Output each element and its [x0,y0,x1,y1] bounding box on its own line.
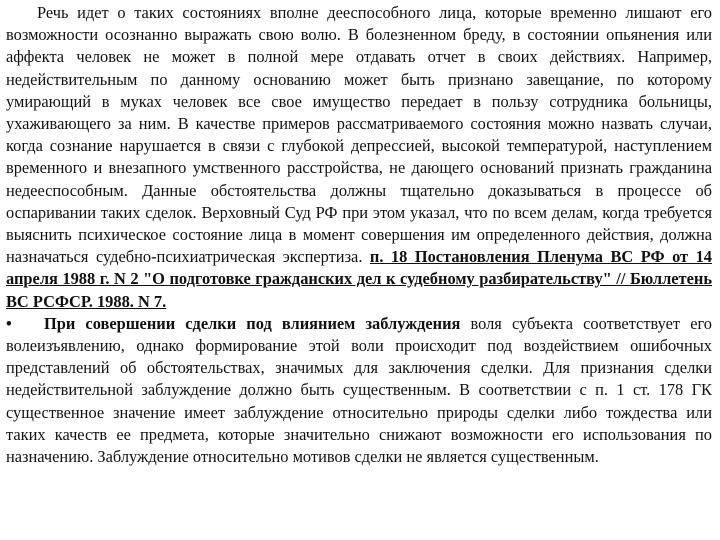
mistake-lead: При совершении сделки под влиянием заблуждения [44,313,461,333]
bullet-marker: • [6,313,12,333]
court-reference: п. 18 Постановления Пленума ВС РФ от 14 апреля 1988 г. N 2 "О подготовке гражданских дел к судебному разбирательству" // Бюллетень ВС РСФСР. 1988. N 7. [6,247,712,311]
document-body [6,2,712,468]
paragraph-mistake-text: воля субъекта соответствует его волеизъявлению, однако формирование этой воли происходит под воздействием ошибочных представлений об обстоятельствах, значимых для заключения сделки. Для признания сделки недействительной заблуждение должно быть существенным. В соответствии с п. 1 ст. 178 ГК существенное значение имеет заблуждение относительно природы сделки либо тождества или таких качеств ее предмета, которые значительно снижают возможности его использования по назначению. Заблуждение относительно мотивов сделки не является существенным. [6,313,712,467]
paragraph-incapacity-text: Речь идет о таких состояниях вполне дееспособного лица, которые временно лишают его возможности осознанно выражать свою волю. В болезненном бреду, в состоянии опьянения или аффекта человек не может в полной мере отдавать отчет в своих действиях. Например, недействительным по данному основанию может быть признано завещание, по которому умирающий в муках человек все свое имущество передает в пользу сотрудника больницы, ухаживающего за ним. В качестве примеров рассматриваемого состояния можно назвать случаи, когда сознание нарушается в связи с глубокой депрессией, высокой температурой, наступлением временного и внезапного умственного расстройства, не дающего оснований признать гражданина недееспособным. Данные обстоятельства должны тщательно доказываться в процессе об оспаривании таких сделок. Верховный Суд РФ при этом указал, что по всем делам, когда требуется выяснить психическое состояние лица в момент совершения им определенного действия, должна назначаться судебно-психиатрическая экспертиза. [6,3,712,267]
paragraph-mistake [6,313,712,468]
paragraph-incapacity [6,2,712,313]
